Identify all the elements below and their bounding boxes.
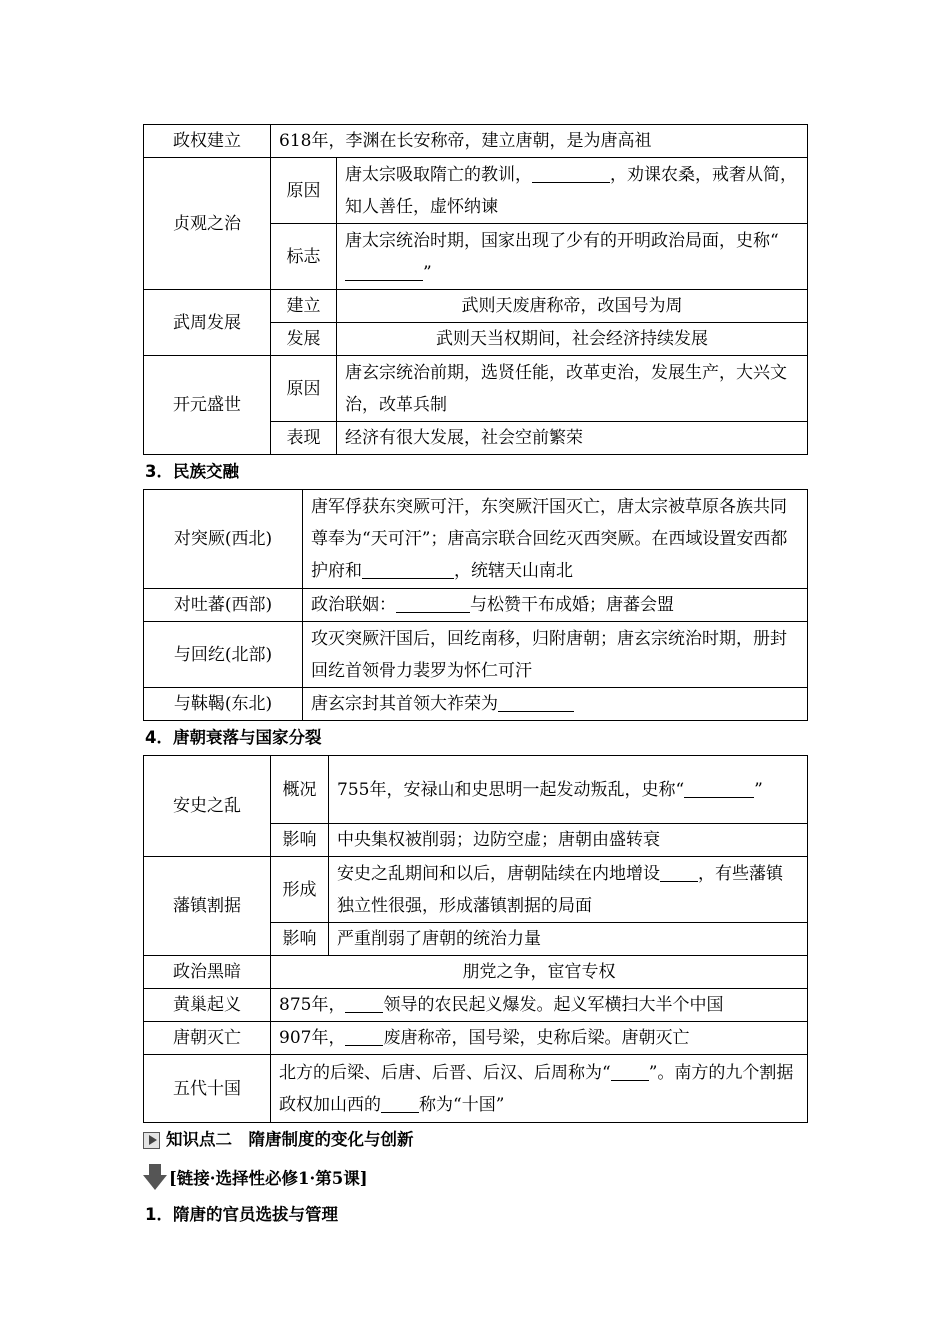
cell-text: 755年，安禄山和史思明一起发动叛乱，史称“ ”	[329, 756, 808, 824]
row-label: 与靺鞨(东北)	[144, 688, 303, 721]
sub-label: 标志	[271, 224, 337, 290]
table-tang-politics	[143, 124, 808, 455]
row-label: 政治黑暗	[144, 956, 271, 989]
row-label: 开元盛世	[144, 356, 271, 455]
down-arrow-icon	[143, 1164, 167, 1190]
row-label: 对吐蕃(西部)	[144, 589, 303, 622]
cell-text: 唐军俘获东突厥可汗，东突厥汗国灭亡，唐太宗被草原各族共同尊奉为“天可汗”；唐高宗联合回纥灭西突厥。在西域设置安西都护府和 ，统辖天山南北	[303, 490, 808, 589]
table-row	[144, 756, 808, 824]
row-label: 贞观之治	[144, 158, 271, 290]
cell-text: 严重削弱了唐朝的统治力量	[329, 923, 808, 956]
row-label: 对突厥(西北)	[144, 490, 303, 589]
sub-label: 原因	[271, 356, 337, 422]
section-heading-4: 4．唐朝衰落与国家分裂	[145, 728, 322, 747]
fill-blank	[345, 995, 383, 1013]
sub-label: 发展	[271, 323, 337, 356]
sub-label: 原因	[271, 158, 337, 224]
cell-text: 875年， 领导的农民起义爆发。起义军横扫大半个中国	[271, 989, 808, 1022]
row-label: 唐朝灭亡	[144, 1022, 271, 1055]
fill-blank	[396, 595, 470, 613]
fill-blank	[345, 1028, 383, 1046]
cell-text: 攻灭突厥汗国后，回纥南移，归附唐朝；唐玄宗统治时期，册封回纥首领骨力裴罗为怀仁可汗	[303, 622, 808, 688]
row-label: 五代十国	[144, 1055, 271, 1123]
table-row	[144, 688, 808, 721]
fill-blank	[660, 864, 698, 882]
row-label: 政权建立	[144, 125, 271, 158]
sub-label: 影响	[271, 824, 329, 857]
link-reference	[143, 1157, 807, 1197]
fill-blank	[498, 694, 574, 712]
row-label: 黄巢起义	[144, 989, 271, 1022]
sub-label: 形成	[271, 857, 329, 923]
row-label: 与回纥(北部)	[144, 622, 303, 688]
cell-text: 安史之乱期间和以后，唐朝陆续在内地增设 ，有些藩镇独立性很强，形成藩镇割据的局面	[329, 857, 808, 923]
cell-text: 政治联姻： 与松赞干布成婚；唐蕃会盟	[303, 589, 808, 622]
cell-text: 经济有很大发展，社会空前繁荣	[337, 422, 808, 455]
fill-blank	[684, 780, 754, 798]
cell-text: 唐玄宗封其首领大祚荣为	[303, 688, 808, 721]
cell-text: 武则天当权期间，社会经济持续发展	[337, 323, 808, 356]
cell-text: 武则天废唐称帝，改国号为周	[337, 290, 808, 323]
cell-text: 唐太宗吸取隋亡的教训， ，劝课农桑，戒奢从简，知人善任，虚怀纳谏	[337, 158, 808, 224]
fill-blank	[381, 1095, 419, 1113]
cell-text: 中央集权被削弱；边防空虚；唐朝由盛转衰	[329, 824, 808, 857]
sub-label: 影响	[271, 923, 329, 956]
link-text: [链接·选择性必修1·第5课]	[169, 1169, 368, 1188]
table-row	[144, 622, 808, 688]
table-row	[144, 158, 808, 224]
table-ethnic-integration	[143, 489, 808, 721]
cell-text: 北方的后梁、后唐、后晋、后汉、后周称为“ ”。南方的九个割据政权加山西的 称为“十国”	[271, 1055, 808, 1123]
sub-label: 概况	[271, 756, 329, 824]
table-row	[144, 857, 808, 923]
row-label: 武周发展	[144, 290, 271, 356]
section-heading-3: 3．民族交融	[145, 462, 239, 481]
table-row	[144, 1055, 808, 1123]
fill-blank	[345, 263, 423, 281]
table-row	[144, 125, 808, 158]
table-row	[144, 589, 808, 622]
cell-text: 907年， 废唐称帝，国号梁，史称后梁。唐朝灭亡	[271, 1022, 808, 1055]
sub-label: 建立	[271, 290, 337, 323]
knowledge-point-text: 知识点二 隋唐制度的变化与创新	[166, 1130, 414, 1149]
table-tang-decline	[143, 755, 808, 1123]
fill-blank	[362, 561, 454, 579]
section-heading-1: 1．隋唐的官员选拔与管理	[145, 1205, 338, 1224]
sub-label: 表现	[271, 422, 337, 455]
row-label: 安史之乱	[144, 756, 271, 857]
table-row	[144, 356, 808, 422]
fill-blank	[532, 165, 610, 183]
table-row	[144, 490, 808, 589]
cell-text: 朋党之争，宦官专权	[271, 956, 808, 989]
row-label: 藩镇割据	[144, 857, 271, 956]
cell-text: 唐玄宗统治前期，选贤任能，改革吏治，发展生产，大兴文治，改革兵制	[337, 356, 808, 422]
fill-blank	[611, 1063, 649, 1081]
cell-text: 618年，李渊在长安称帝，建立唐朝，是为唐高祖	[271, 125, 808, 158]
knowledge-point-heading	[143, 1123, 807, 1157]
table-row	[144, 989, 808, 1022]
table-row	[144, 290, 808, 323]
play-triangle-icon	[143, 1132, 160, 1149]
table-row	[144, 1022, 808, 1055]
document-page	[143, 124, 807, 1233]
table-row	[144, 956, 808, 989]
cell-text: 唐太宗统治时期，国家出现了少有的开明政治局面，史称“”	[337, 224, 808, 290]
